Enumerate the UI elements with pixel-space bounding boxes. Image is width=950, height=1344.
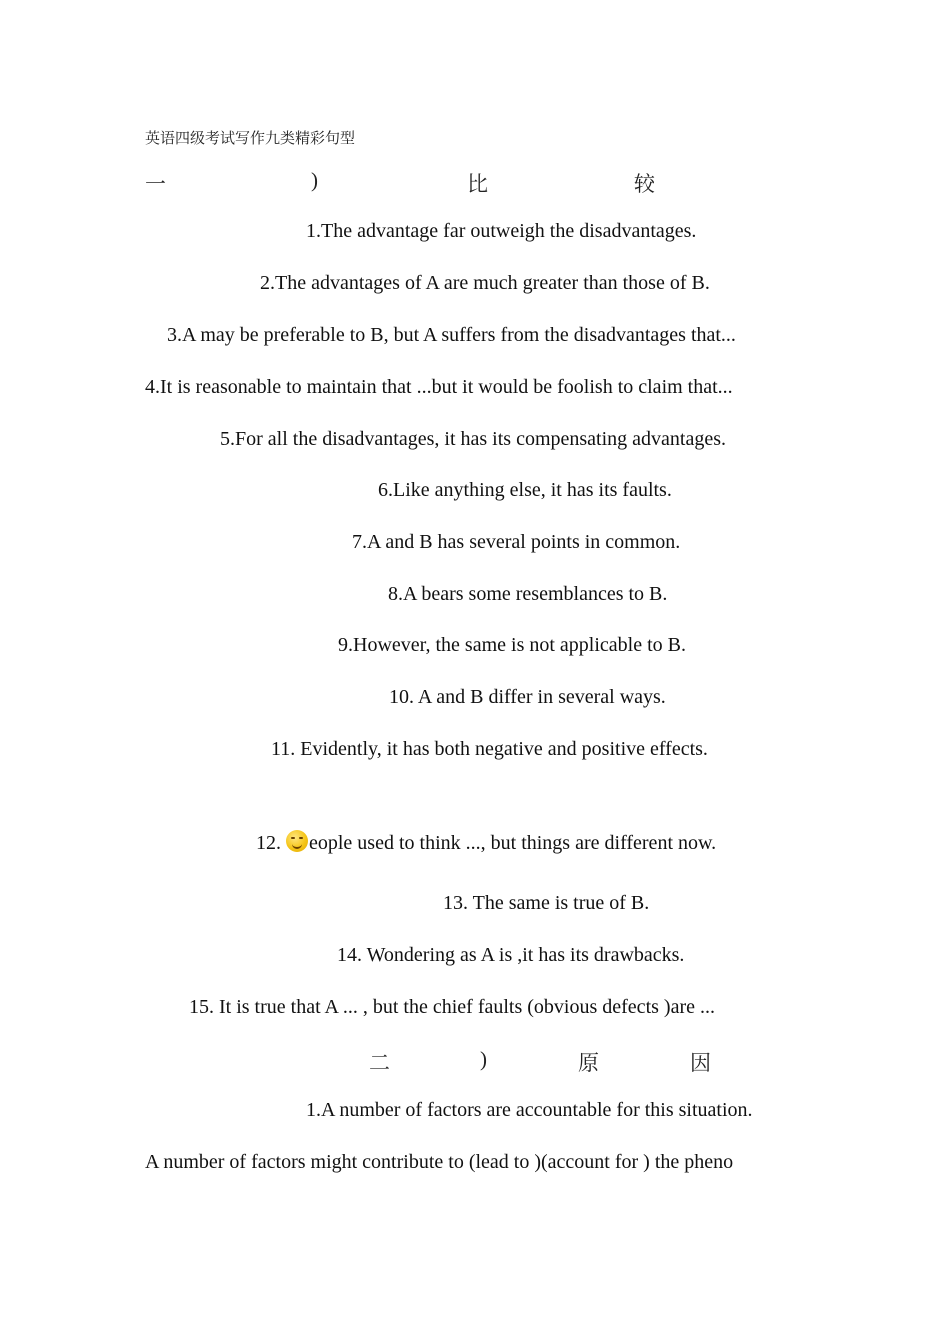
- section2-paren: ): [480, 1047, 487, 1071]
- sentence-5: 5.For all the disadvantages, it has its compensating advantages.: [220, 428, 726, 450]
- section1-number: 一: [145, 172, 166, 196]
- sentence-6: 6.Like anything else, it has its faults.: [378, 479, 672, 501]
- sentence-11: 11. Evidently, it has both negative and positive effects.: [271, 738, 708, 760]
- sentence-7: 7.A and B has several points in common.: [352, 531, 681, 553]
- reason-sentence-1: 1.A number of factors are accountable for this situation.: [306, 1099, 753, 1121]
- smiling-face-emoji-icon: [286, 830, 308, 852]
- section1-heading-char1: 比: [467, 172, 488, 196]
- sentence-4: 4.It is reasonable to maintain that ...but it would be foolish to claim that...: [145, 376, 733, 398]
- section1-paren: ): [311, 168, 318, 192]
- sentence-14: 14. Wondering as A is ,it has its drawbacks.: [337, 944, 685, 966]
- sentence-15: 15. It is true that A ... , but the chief faults (obvious defects )are ...: [189, 996, 715, 1018]
- sentence-2: 2.The advantages of A are much greater than those of B.: [260, 272, 710, 294]
- section1-heading-char2: 较: [634, 172, 655, 196]
- section2-number: 二: [369, 1051, 390, 1075]
- sentence-9: 9.However, the same is not applicable to B.: [338, 634, 686, 656]
- reason-sentence-2: A number of factors might contribute to (lead to )(account for ) the pheno: [145, 1151, 734, 1173]
- sentence-8: 8.A bears some resemblances to B.: [388, 583, 668, 605]
- sentence-10: 10. A and B differ in several ways.: [389, 686, 666, 708]
- sentence-12-prefix: 12.: [256, 832, 286, 854]
- sentence-3: 3.A may be preferable to B, but A suffers from the disadvantages that...: [167, 324, 736, 346]
- section2-heading-char2: 因: [690, 1051, 711, 1075]
- sentence-12: [256, 830, 716, 855]
- section2-heading-char1: 原: [578, 1051, 599, 1075]
- document-title: 英语四级考试写作九类精彩句型: [145, 131, 356, 147]
- sentence-1: 1.The advantage far outweigh the disadvantages.: [306, 220, 697, 242]
- sentence-12-rest: eople used to think ..., but things are different now.: [309, 832, 717, 854]
- sentence-13: 13. The same is true of B.: [443, 892, 650, 914]
